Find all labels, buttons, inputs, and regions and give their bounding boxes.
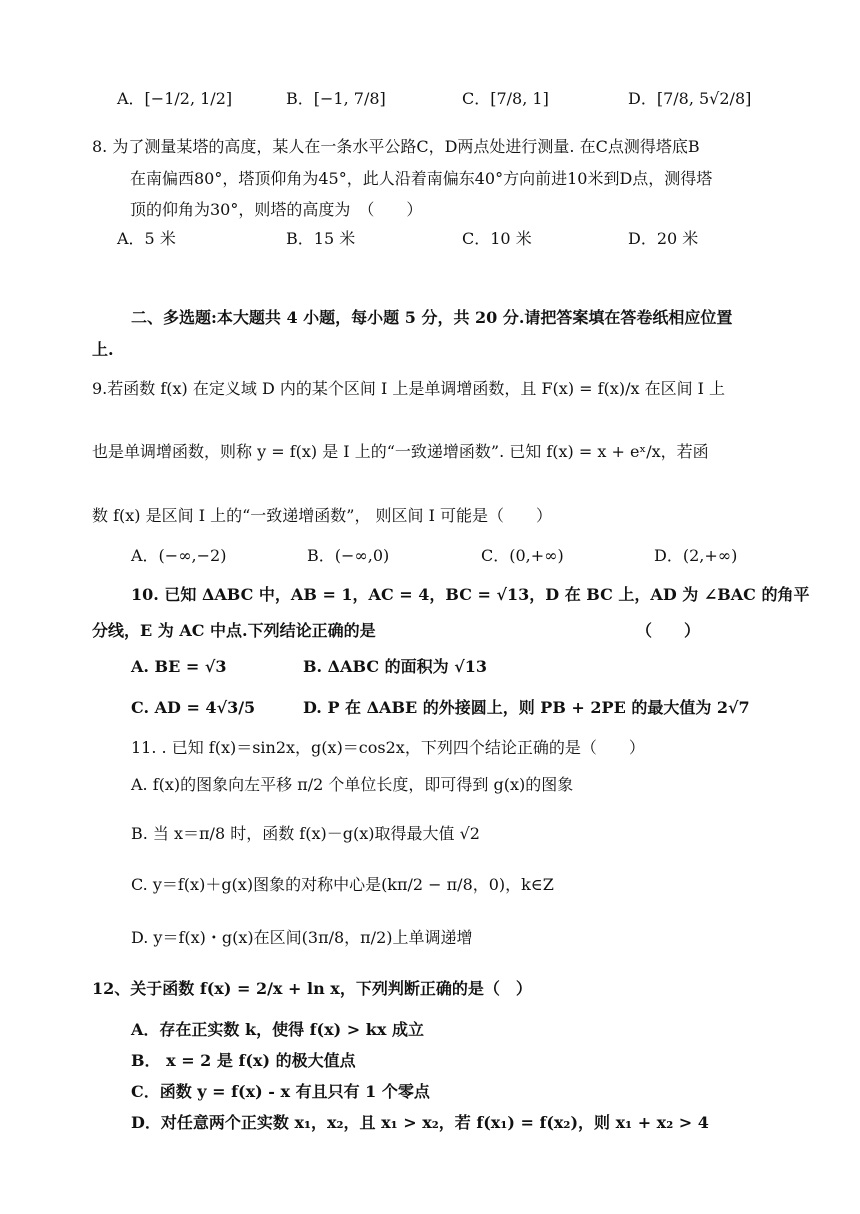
q8-stem-line2: 在南偏西80°，塔顶仰角为45°，此人沿着南偏东40°方向前进10米到D点，测得塔	[130, 169, 713, 188]
q7-option-d: D．[7/8, 5√2/8]	[628, 89, 752, 108]
q7-option-a: A．[−1/2, 1/2]	[117, 89, 233, 108]
q9-option-c: C．(0,+∞)	[481, 546, 564, 565]
q9-stem-line2: 也是单调增函数，则称 y = f(x) 是 I 上的“一致递增函数”. 已知 f(x) = x + eˣ/x，若函	[92, 442, 709, 461]
section2-heading-line2: 上.	[92, 340, 114, 359]
q8-stem-line1: 8. 为了测量某塔的高度，某人在一条水平公路C，D两点处进行测量. 在C点测得塔底B	[92, 137, 700, 156]
q7-option-c: C．[7/8, 1]	[462, 89, 549, 108]
q10-option-b: B. ΔABC 的面积为 √13	[303, 657, 487, 676]
q9-option-a: A．(−∞,−2)	[131, 546, 227, 565]
q11-option-a: A. f(x)的图象向左平移 π/2 个单位长度，即可得到 g(x)的图象	[131, 775, 574, 794]
q10-option-a: A. BE = √3	[131, 657, 227, 676]
q8-option-c: C．10 米	[462, 229, 532, 248]
q8-option-a: A．5 米	[117, 229, 176, 248]
q7-option-b: B．[−1, 7/8]	[286, 89, 386, 108]
q11-stem: 11. . 已知 f(x)＝sin2x，g(x)＝cos2x，下列四个结论正确的是（ ）	[131, 738, 645, 757]
q10-option-d: D. P 在 ΔABE 的外接圆上，则 PB + 2PE 的最大值为 2√7	[303, 698, 750, 717]
section2-heading-line1: 二、多选题:本大题共 4 小题，每小题 5 分，共 20 分.请把答案填在答卷纸相应位置	[131, 308, 733, 327]
q8-option-d: D．20 米	[628, 229, 699, 248]
q8-option-b: B．15 米	[286, 229, 356, 248]
q12-option-d: D．对任意两个正实数 x₁，x₂，且 x₁ > x₂，若 f(x₁) = f(x₂)，则 x₁ + x₂ > 4	[131, 1113, 709, 1132]
q12-option-a: A．存在正实数 k，使得 f(x) > kx 成立	[131, 1020, 424, 1039]
q9-option-d: D．(2,+∞)	[654, 546, 738, 565]
q12-stem: 12、关于函数 f(x) = 2/x + ln x，下列判断正确的是（ ）	[92, 979, 532, 998]
q11-option-d: D. y＝f(x)・g(x)在区间(3π/8，π/2)上单调递增	[131, 928, 473, 947]
q9-stem-line3: 数 f(x) 是区间 I 上的“一致递增函数”， 则区间 I 可能是（ ）	[92, 506, 553, 525]
q10-answer-paren: （ ）	[636, 621, 701, 640]
q10-stem-line1: 10. 已知 ΔABC 中，AB = 1，AC = 4，BC = √13，D 在 BC 上，AD 为 ∠BAC 的角平	[131, 585, 810, 604]
q9-option-b: B．(−∞,0)	[307, 546, 390, 565]
q11-option-b: B. 当 x＝π/8 时，函数 f(x)－g(x)取得最大值 √2	[131, 824, 480, 843]
q10-stem-line2: 分线，E 为 AC 中点.下列结论正确的是	[92, 621, 376, 640]
q8-stem-line3: 顶的仰角为30°，则塔的高度为 （ ）	[130, 200, 423, 219]
q12-option-b: B． x = 2 是 f(x) 的极大值点	[131, 1051, 356, 1070]
q9-stem-line1: 9.若函数 f(x) 在定义域 D 内的某个区间 I 上是单调增函数，且 F(x) = f(x)/x 在区间 I 上	[92, 379, 726, 398]
q11-option-c: C. y＝f(x)＋g(x)图象的对称中心是(kπ/2 − π/8，0)，k∈Z	[131, 875, 554, 894]
q10-option-c: C. AD = 4√3/5	[131, 698, 256, 717]
q12-option-c: C．函数 y = f(x) - x 有且只有 1 个零点	[131, 1082, 430, 1101]
